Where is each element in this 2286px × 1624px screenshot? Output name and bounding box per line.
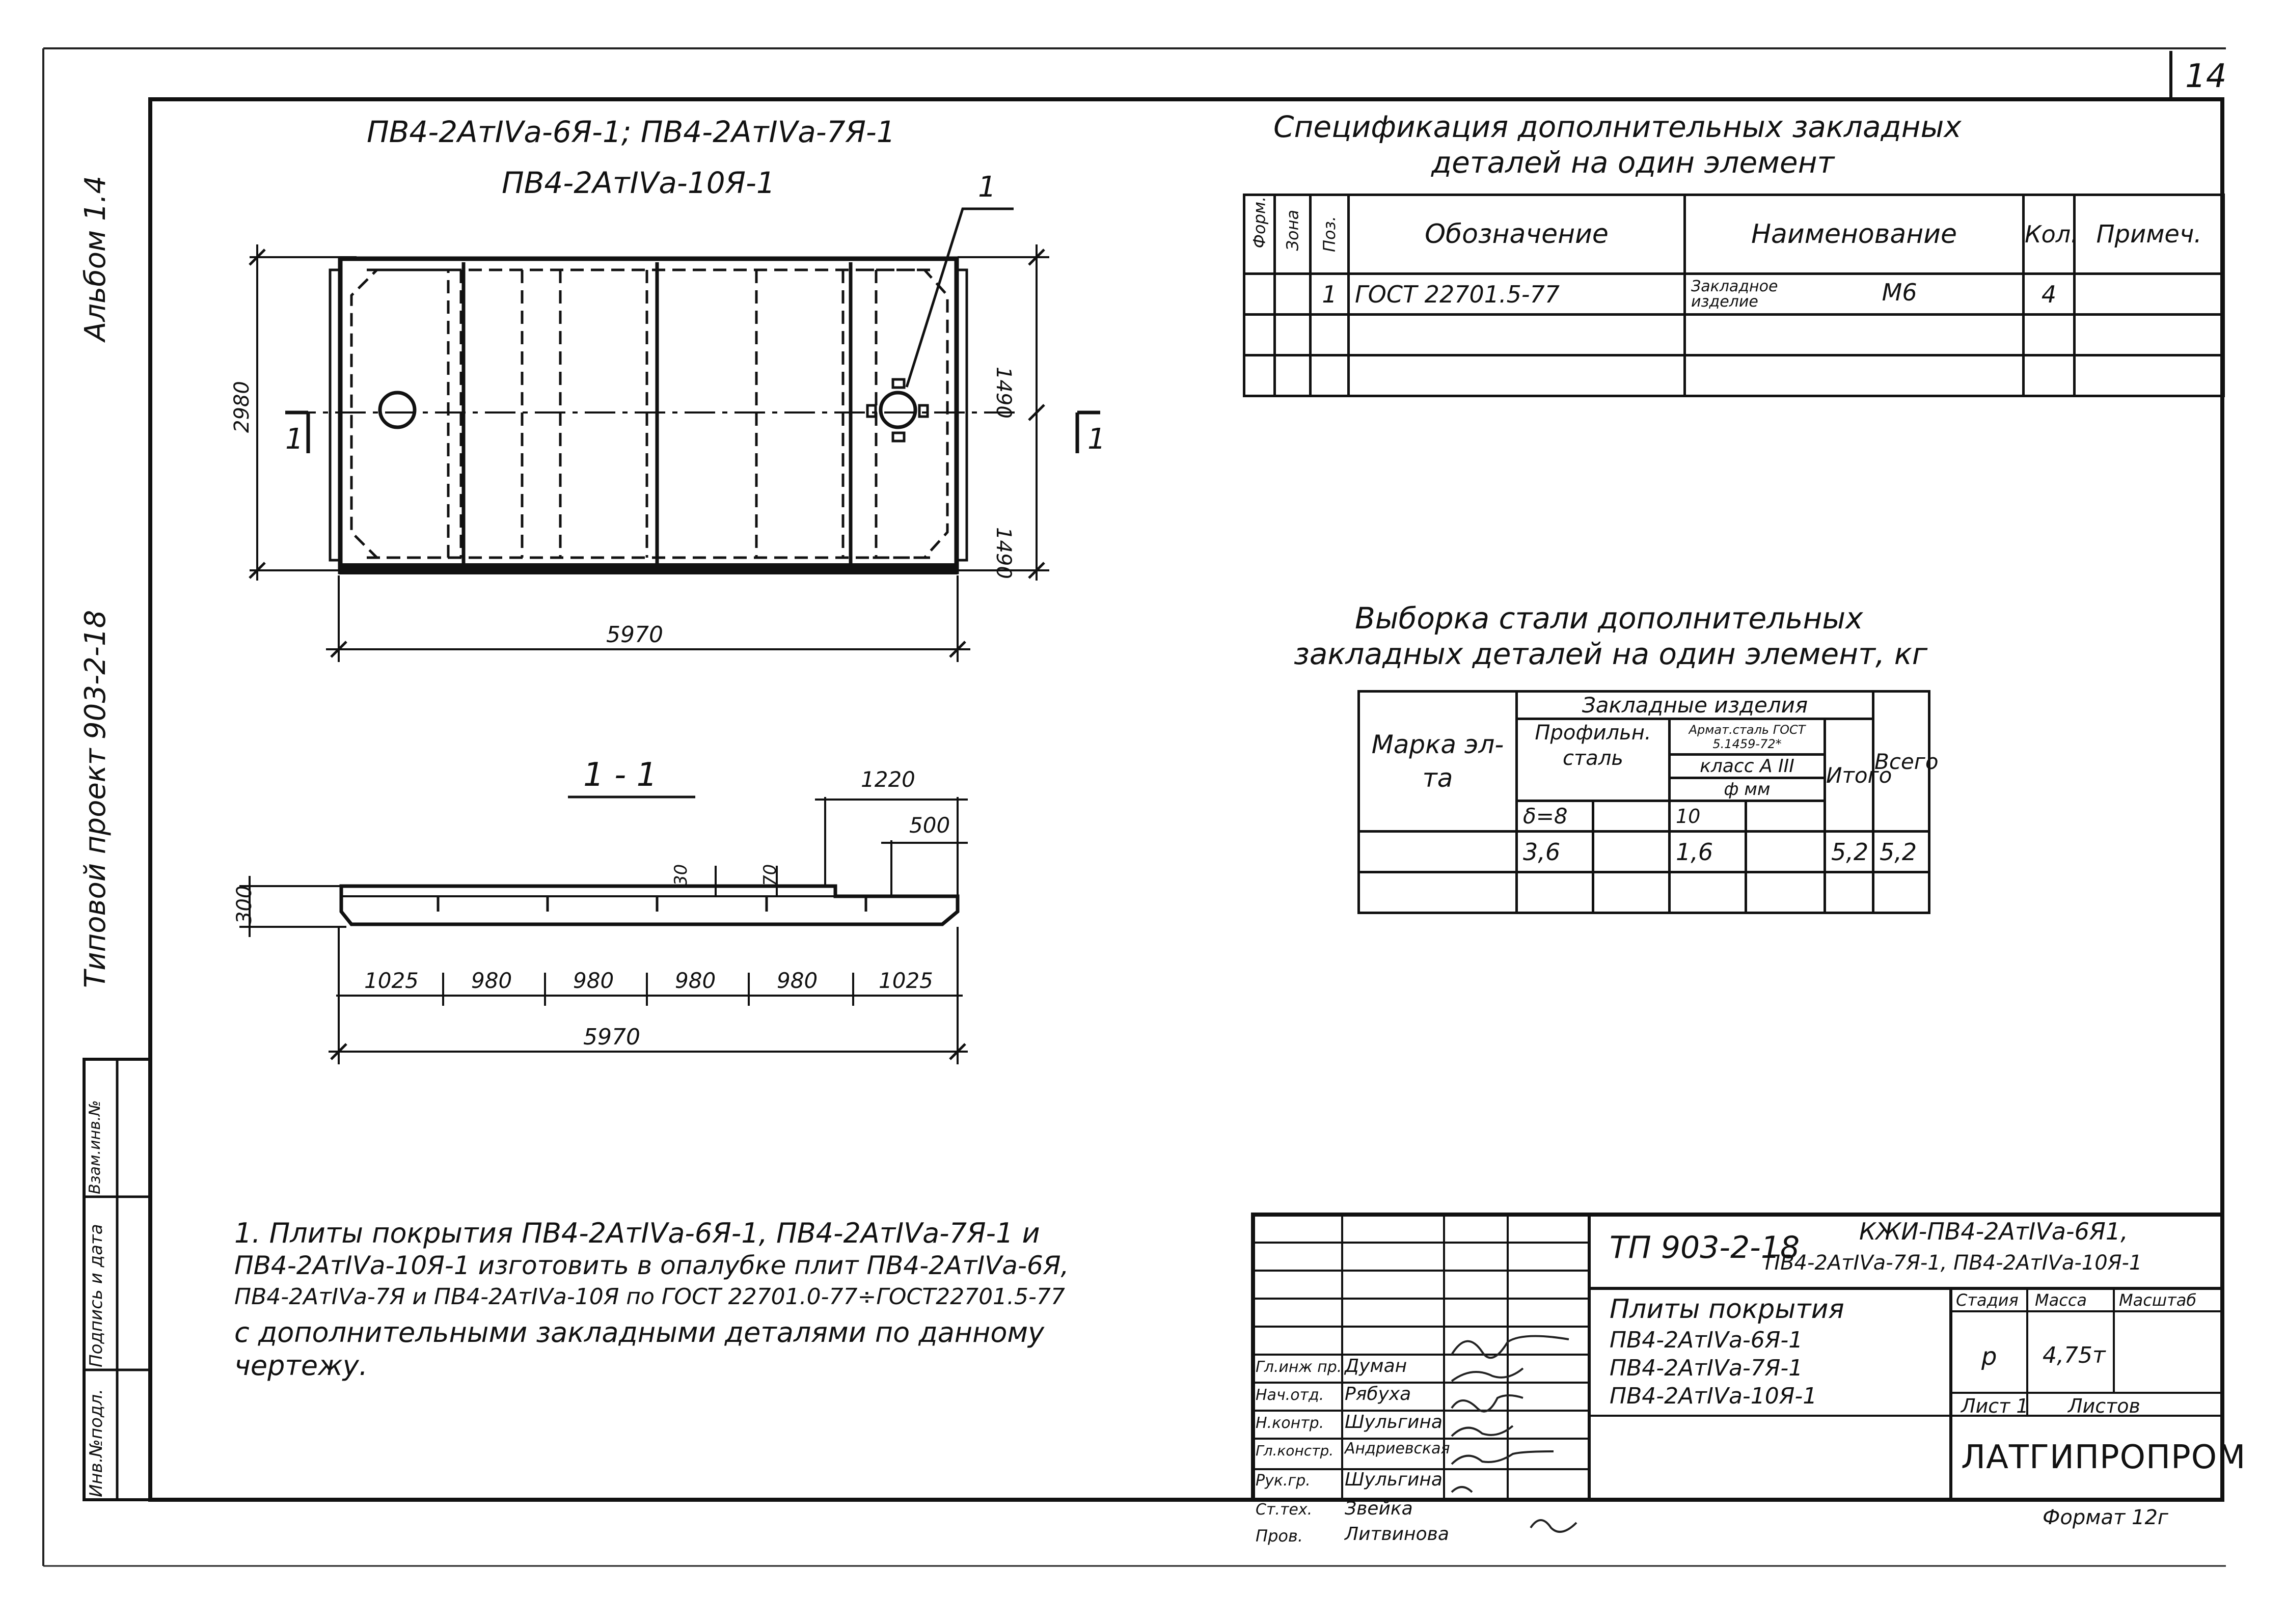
note-line-5: чертежу. (234, 1350, 368, 1382)
tb-person-2: Рябуха (1345, 1384, 1411, 1405)
section-dim-500: 500 (909, 813, 950, 838)
spec-h-pos: Поз. (1311, 195, 1349, 274)
section-mark-left: 1 (285, 423, 304, 456)
note-line-3: ПВ4-2АтIVа-7Я и ПВ4-2АтIVа-10Я по ГОСТ 22701.0-77÷ГОСТ22701.5-77 (234, 1284, 1065, 1310)
signature-scribbles (1452, 1336, 1576, 1532)
tb-h-mass: Масса (2035, 1290, 2087, 1310)
project-label: Типовой проект 903-2-18 (79, 610, 112, 988)
spec-designation: ГОСТ 22701.5-77 (1349, 274, 1685, 315)
tb-stage: р (1981, 1342, 1997, 1371)
steel-profile: 3,6 (1517, 832, 1593, 872)
spec-note (2075, 274, 2224, 315)
tb-sheet: Лист 1 (1961, 1395, 2029, 1417)
spec-h-zone: Зона (1275, 195, 1311, 274)
plan-title-2: ПВ4-2АтIVа-10Я-1 (502, 166, 775, 200)
spec-h-qty: Кол. (2024, 195, 2075, 274)
tb-role-3: Н.контр. (1256, 1414, 1324, 1432)
steel-h-delta: δ=8 (1517, 801, 1593, 832)
steel-h-profile: Профильн. сталь (1517, 719, 1670, 801)
stamp-inv: Инв.№подл. (86, 1389, 106, 1497)
plan-callout: 1 (978, 171, 996, 204)
steel-h-class: класс А III (1670, 755, 1825, 778)
section-title: 1 - 1 (583, 756, 658, 794)
steel-h-embedded: Закладные изделия (1517, 692, 1873, 719)
section-seg-3: 980 (573, 968, 614, 993)
note-line-4: с дополнительными закладными деталями по данному (234, 1316, 1045, 1348)
plan-drawing (250, 209, 1100, 662)
plan-title-1: ПВ4-2АтIVа-6Я-1; ПВ4-2АтIVа-7Я-1 (367, 115, 895, 149)
steel-h-vsego: Всего (1873, 692, 1929, 832)
tb-person-3: Шульгина (1345, 1412, 1443, 1433)
tb-name-2: ПВ4-2АтIVа-6Я-1 (1610, 1327, 1803, 1353)
steel-table (1357, 690, 1939, 914)
spec-name (1685, 274, 2024, 315)
table-row (1244, 274, 2224, 315)
section-seg-6: 1025 (879, 968, 933, 993)
tb-person-5: Шульгина (1345, 1469, 1443, 1490)
tb-role-5: Рук.гр. (1256, 1472, 1311, 1490)
tb-role-7: Пров. (1256, 1526, 1303, 1546)
tb-name-3: ПВ4-2АтIVа-7Я-1 (1610, 1355, 1803, 1381)
tb-name-4: ПВ4-2АтIVа-10Я-1 (1610, 1383, 1817, 1409)
spec-table (1243, 194, 2225, 397)
section-seg-1: 1025 (364, 968, 419, 993)
tb-mass: 4,75т (2043, 1342, 2106, 1368)
plan-dim-half-top: 1490 (992, 367, 1015, 419)
tb-h-stage: Стадия (1956, 1290, 2019, 1310)
tb-format: Формат 12г (2043, 1506, 2168, 1529)
section-seg-5: 980 (777, 968, 818, 993)
tb-role-1: Гл.инж пр. (1256, 1358, 1342, 1376)
spec-h-designation: Обозначение (1349, 195, 1685, 274)
steel-itogo: 5,2 (1825, 832, 1873, 872)
tb-code: ТП 903-2-18 (1610, 1230, 1800, 1265)
steel-h-mark: Марка эл-та (1359, 692, 1517, 832)
spec-qty: 4 (2024, 274, 2075, 315)
stamp-vzam: Взам.инв.№ (86, 1100, 104, 1194)
section-dim-70: 70 (760, 864, 780, 886)
spec-h-name: Наименование (1685, 195, 2024, 274)
steel-armat: 1,6 (1670, 832, 1746, 872)
steel-h-10: 10 (1670, 801, 1746, 832)
section-dim-1220: 1220 (861, 767, 915, 792)
spec-h-form: Форм. (1244, 195, 1275, 274)
table-row (1359, 832, 1929, 872)
section-dim-total: 5970 (583, 1024, 640, 1050)
album-label: Альбом 1.4 (79, 175, 112, 341)
tb-person-1: Думан (1345, 1356, 1407, 1377)
spec-name-text: Закладное изделие (1691, 277, 1778, 311)
plan-dim-width: 5970 (606, 622, 663, 648)
steel-vsego: 5,2 (1873, 832, 1929, 872)
tb-person-4: Андриевская (1345, 1440, 1450, 1457)
tb-person-6: Звейка (1345, 1498, 1413, 1519)
section-dim-30: 30 (671, 864, 691, 886)
tb-doc-1: КЖИ-ПВ4-2АтIVа-6Я1, (1859, 1218, 2128, 1245)
plan-dim-half-bottom: 1490 (992, 527, 1015, 579)
tb-role-2: Нач.отд. (1256, 1386, 1324, 1404)
section-dim-300: 300 (233, 885, 256, 924)
tb-sheets: Листов (2068, 1395, 2140, 1417)
note-line-2: ПВ4-2АтIVа-10Я-1 изготовить в опалубке плит ПВ4-2АтIVа-6Я, (234, 1251, 1069, 1280)
tb-person-7: Литвинова (1345, 1524, 1449, 1545)
tb-org: ЛАТГИПРОПРОМ (1961, 1439, 2246, 1476)
tb-h-scale: Масштаб (2119, 1290, 2197, 1310)
plan-dim-height: 2980 (230, 381, 254, 433)
steel-title-1: Выборка стали дополнительных (1355, 601, 1863, 636)
note-line-1: 1. Плиты покрытия ПВ4-2АтIVа-6Я-1, ПВ4-2АтIVа-7Я-1 и (234, 1217, 1040, 1249)
steel-title-2: закладных деталей на один элемент, кг (1294, 637, 1928, 671)
spec-h-note: Примеч. (2075, 195, 2224, 274)
section-mark-right: 1 (1087, 423, 1106, 456)
section-seg-4: 980 (675, 968, 716, 993)
tb-role-4: Гл.констр. (1256, 1442, 1334, 1459)
page-number: 14 (2185, 58, 2227, 95)
steel-h-armat: Армат.сталь ГОСТ 5.1459-72* (1670, 719, 1825, 755)
tb-role-6: Ст.тех. (1256, 1501, 1313, 1519)
spec-name-mark: М6 (1882, 279, 1917, 307)
tb-doc-2: ПВ4-2АтIVа-7Я-1, ПВ4-2АтIVа-10Я-1 (1765, 1251, 2142, 1275)
section-seg-2: 980 (471, 968, 512, 993)
spec-pos: 1 (1311, 274, 1349, 315)
stamp-sign: Подпись и дата (86, 1224, 106, 1367)
spec-title-1: Спецификация дополнительных закладных (1273, 109, 1962, 144)
tb-name-1: Плиты покрытия (1610, 1294, 1844, 1325)
steel-h-itogo: Итого (1825, 719, 1873, 832)
steel-h-diam: ф мм (1670, 778, 1825, 801)
spec-title-2: деталей на один элемент (1431, 145, 1835, 180)
